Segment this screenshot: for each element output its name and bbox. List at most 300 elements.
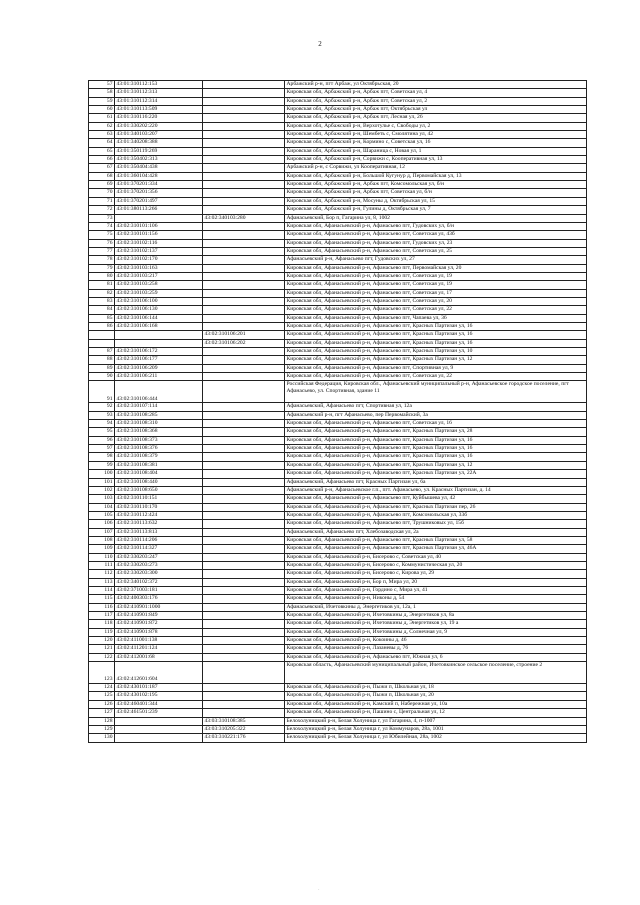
- address-cell: Кировская обл, Афанасьевский р-н, Афанасьево пгт, Трушниковых ул, 15б: [285, 520, 587, 528]
- cadastral-number-cell: 43:02:310108:310: [115, 420, 203, 428]
- table-row: [89, 503, 587, 511]
- row-number-cell: 85: [89, 314, 115, 322]
- cadastral-number-cell: 43:02:310106:177: [115, 356, 203, 364]
- cadastral-number-cell: [115, 331, 203, 339]
- row-number-cell: 57: [89, 81, 115, 89]
- row-number-cell: 74: [89, 222, 115, 230]
- table-row: [89, 709, 587, 717]
- table-row: [89, 264, 587, 272]
- address-cell: Кировская обл, Афанасьевский р-н, Ичетовкины д, Солнечная ул, 9: [285, 628, 587, 636]
- premises-cadastral-number-cell: [203, 356, 285, 364]
- premises-cadastral-number-cell: [203, 281, 285, 289]
- cadastral-number-cell: 43:02:310110:170: [115, 503, 203, 511]
- address-cell: Кировская обл, Арбажский р-н, Верхотулье с, Свободы ул, 2: [285, 122, 587, 130]
- premises-cadastral-number-cell: [203, 306, 285, 314]
- table-row: [89, 603, 587, 611]
- premises-cadastral-number-cell: [203, 612, 285, 620]
- address-cell: Афанасьевский, Афанасьево пгт, Спортивная ул, 12а: [285, 403, 587, 411]
- row-number-cell: 122: [89, 653, 115, 661]
- address-cell: Кировская обл, Афанасьевский р-н, Афанасьево пгт, Советская ул, 19: [285, 272, 587, 280]
- table-row: [89, 520, 587, 528]
- table-row: [89, 586, 587, 594]
- row-number-cell: 69: [89, 181, 115, 189]
- row-number-cell: 68: [89, 172, 115, 180]
- address-cell: Кировская обл, Афанасьевский р-н, Афанасьево пгт, Гудовских ул, 23: [285, 239, 587, 247]
- table-row: [89, 717, 587, 725]
- cadastral-number-cell: 43:01:310112:314: [115, 97, 203, 105]
- address-cell: Афанасьевский, Бор п, Гагарина ул, 8, 1002: [285, 214, 587, 222]
- premises-cadastral-number-cell: [203, 206, 285, 214]
- table-row: [89, 595, 587, 603]
- table-row: [89, 172, 587, 180]
- address-cell: Кировская обл, Афанасьевский р-н, Афанасьево пгт, Красных Партизан ул, 16: [285, 339, 587, 347]
- cadastral-number-cell: 43:01:350404:438: [115, 164, 203, 172]
- table-row: [89, 231, 587, 239]
- cadastral-number-cell: 43:02:411201:124: [115, 645, 203, 653]
- address-cell: Кировская обл, Афанасьевский р-н, Афанасьево пгт, Советская ул, 25: [285, 247, 587, 255]
- cadastral-number-cell: 43:02:430102:195: [115, 692, 203, 700]
- cadastral-number-cell: 43:02:310108:404: [115, 470, 203, 478]
- cadastral-number-cell: 43:01:340103:207: [115, 131, 203, 139]
- table-row: [89, 156, 587, 164]
- table-row: [89, 700, 587, 708]
- table-row: [89, 348, 587, 356]
- cadastral-number-cell: 43:02:310112:424: [115, 511, 203, 519]
- table-row: [89, 545, 587, 553]
- cadastral-number-cell: 43:02:310106:144: [115, 314, 203, 322]
- row-number-cell: 93: [89, 411, 115, 419]
- address-cell: Российская Федерация, Кировская обл., Афанасьевский муниципальный р-н, Афанасьевское городское поселение, пгт Афанасьево, ул. Спортивная, здание 11: [285, 381, 587, 403]
- cadastral-number-cell: 43:02:310108:376: [115, 445, 203, 453]
- cadastral-number-cell: 43:02:310107:114: [115, 403, 203, 411]
- address-cell: Кировская обл, Арбажский р-н, Шембеть с, Смолятина ул, 42: [285, 131, 587, 139]
- premises-cadastral-number-cell: [203, 373, 285, 381]
- premises-cadastral-number-cell: [203, 603, 285, 611]
- address-cell: Кировская обл, Арбажский р-н, Арбаж пгт, Советская ул, б/н: [285, 189, 587, 197]
- row-number-cell: 111: [89, 561, 115, 569]
- cadastral-number-cell: 43:02:310110:151: [115, 495, 203, 503]
- cadastral-number-cell: 43:02:430101:187: [115, 684, 203, 692]
- table-row: [89, 181, 587, 189]
- address-cell: Афанасьевский, Афанасьево пгт, Хлебозаводская ул, 2а: [285, 528, 587, 536]
- row-number-cell: 107: [89, 528, 115, 536]
- cadastral-number-cell: 43:02:371003:181: [115, 586, 203, 594]
- premises-cadastral-number-cell: [203, 645, 285, 653]
- address-cell: Кировская обл, Афанасьевский р-н, Афанасьево пгт, Советская ул, 20: [285, 297, 587, 305]
- address-cell: Афанасьевский, Ичетовкины д, Энергетиков ул, 12а, 1: [285, 603, 587, 611]
- premises-cadastral-number-cell: [203, 420, 285, 428]
- row-number-cell: 97: [89, 445, 115, 453]
- row-number-cell: 60: [89, 106, 115, 114]
- table-row: [89, 578, 587, 586]
- premises-cadastral-number-cell: [203, 264, 285, 272]
- row-number-cell: 114: [89, 586, 115, 594]
- row-number-cell: 106: [89, 520, 115, 528]
- premises-cadastral-number-cell: [203, 239, 285, 247]
- table-row: [89, 486, 587, 494]
- table-row: [89, 692, 587, 700]
- cadastral-number-cell: 43:02:310101:106: [115, 222, 203, 230]
- row-number-cell: 73: [89, 214, 115, 222]
- cadastral-number-cell: 43:02:310106:211: [115, 373, 203, 381]
- premises-cadastral-number-cell: [203, 189, 285, 197]
- table-row: [89, 620, 587, 628]
- premises-cadastral-number-cell: [203, 89, 285, 97]
- cadastral-number-cell: 43:01:310112:153: [115, 81, 203, 89]
- row-number-cell: 125: [89, 692, 115, 700]
- row-number-cell: 105: [89, 511, 115, 519]
- table-row: [89, 331, 587, 339]
- premises-cadastral-number-cell: 43:03:310108:385: [203, 717, 285, 725]
- row-number-cell: [89, 339, 115, 347]
- premises-cadastral-number-cell: [203, 709, 285, 717]
- table-row: [89, 81, 587, 89]
- row-number-cell: 79: [89, 264, 115, 272]
- row-number-cell: 109: [89, 545, 115, 553]
- premises-cadastral-number-cell: [203, 653, 285, 661]
- cadastral-number-cell: 43:02:412001:68: [115, 653, 203, 661]
- premises-cadastral-number-cell: [203, 570, 285, 578]
- address-cell: Белохолуницкий р-н, Белая Холуница г, ул Гагарина, 4, п-1007: [285, 717, 587, 725]
- premises-cadastral-number-cell: [203, 620, 285, 628]
- premises-cadastral-number-cell: [203, 364, 285, 372]
- address-cell: Белохолуницкий р-н, Белая Холуница г, ул Юбилейная, 28а, 1002: [285, 734, 587, 742]
- cadastral-number-cell: 43:01:340208:388: [115, 139, 203, 147]
- cadastral-number-cell: 43:02:330203:300: [115, 570, 203, 578]
- row-number-cell: 70: [89, 189, 115, 197]
- table-row: [89, 381, 587, 403]
- row-number-cell: 113: [89, 578, 115, 586]
- cadastral-number-cell: 43:01:380113:266: [115, 206, 203, 214]
- cadastral-number-cell: 43:02:411001:138: [115, 637, 203, 645]
- premises-cadastral-number-cell: [203, 411, 285, 419]
- cadastral-number-cell: 43:02:310106:444: [115, 381, 203, 403]
- premises-cadastral-number-cell: [203, 528, 285, 536]
- table-row: [89, 272, 587, 280]
- cadastral-number-cell: 43:02:410901:878: [115, 628, 203, 636]
- premises-cadastral-number-cell: [203, 172, 285, 180]
- premises-cadastral-number-cell: [203, 511, 285, 519]
- row-number-cell: 101: [89, 478, 115, 486]
- premises-cadastral-number-cell: 43:02:310106:201: [203, 331, 285, 339]
- footer-mark: ·: [318, 888, 320, 893]
- address-cell: Арбажский р-н, пгт Арбаж, ул Октябрьская, 20: [285, 81, 587, 89]
- cadastral-number-cell: 43:02:330203:247: [115, 553, 203, 561]
- cadastral-number-cell: 43:02:310102:137: [115, 247, 203, 255]
- table-row: [89, 511, 587, 519]
- row-number-cell: 102: [89, 486, 115, 494]
- row-number-cell: 96: [89, 436, 115, 444]
- table-row: [89, 247, 587, 255]
- cadastral-number-cell: [115, 717, 203, 725]
- address-cell: Арбажский р-н, с Сорвижи, ул Кооперативная, 12: [285, 164, 587, 172]
- cadastral-number-cell: 43:01:370201:497: [115, 197, 203, 205]
- row-number-cell: 59: [89, 97, 115, 105]
- table-row: [89, 106, 587, 114]
- row-number-cell: 99: [89, 461, 115, 469]
- table-row: [89, 637, 587, 645]
- premises-cadastral-number-cell: [203, 470, 285, 478]
- row-number-cell: 82: [89, 289, 115, 297]
- table-row: [89, 339, 587, 347]
- row-number-cell: 67: [89, 164, 115, 172]
- cadastral-number-cell: [115, 725, 203, 733]
- address-cell: Кировская обл, Арбажский р-н, Арбаж пгт, Октябрьская ул: [285, 106, 587, 114]
- address-cell: Кировская обл, Афанасьевский р-н, Афанасьево пгт, Красных Партизан ул, 46А: [285, 545, 587, 553]
- cadastral-number-cell: 43:02:461501:239: [115, 709, 203, 717]
- premises-cadastral-number-cell: [203, 503, 285, 511]
- row-number-cell: 88: [89, 356, 115, 364]
- address-cell: Кировская обл, Афанасьевский р-н, Афанасьево пгт, Красных Партизан ул, 16: [285, 322, 587, 330]
- address-cell: Кировская обл, Арбажский р-н, Арбаж пгт, Лесная ул, 26: [285, 114, 587, 122]
- address-cell: Кировская обл, Арбажский р-н, Кормино с, Советская ул, 16: [285, 139, 587, 147]
- row-number-cell: 84: [89, 306, 115, 314]
- table-row: [89, 725, 587, 733]
- address-cell: Кировская обл, Афанасьевский р-н, Гордино с, Мира ул, 41: [285, 586, 587, 594]
- premises-cadastral-number-cell: [203, 106, 285, 114]
- premises-cadastral-number-cell: [203, 381, 285, 403]
- row-number-cell: 126: [89, 700, 115, 708]
- premises-cadastral-number-cell: [203, 256, 285, 264]
- address-cell: Кировская обл, Афанасьевский р-н, Афанасьево пгт, Красных Партизан ул, 12: [285, 356, 587, 364]
- cadastral-number-cell: 43:02:310103:258: [115, 281, 203, 289]
- cadastral-number-cell: 43:01:370201:334: [115, 181, 203, 189]
- table-row: [89, 411, 587, 419]
- premises-cadastral-number-cell: [203, 520, 285, 528]
- premises-cadastral-number-cell: [203, 247, 285, 255]
- row-number-cell: 61: [89, 114, 115, 122]
- premises-cadastral-number-cell: 43:03:310205:322: [203, 725, 285, 733]
- table-row: [89, 612, 587, 620]
- address-cell: Кировская обл, Афанасьевский р-н, Бисерово с, Кирова ул, 29: [285, 570, 587, 578]
- address-cell: Кировская обл, Арбажский р-н, Мосуны д, Октябрьская ул, 15: [285, 197, 587, 205]
- row-number-cell: 120: [89, 637, 115, 645]
- premises-cadastral-number-cell: [203, 197, 285, 205]
- table-row: [89, 553, 587, 561]
- premises-cadastral-number-cell: [203, 453, 285, 461]
- premises-cadastral-number-cell: [203, 131, 285, 139]
- address-cell: Кировская обл, Арбажский р-н, Арбаж пгт, Комсомольская ул, б/н: [285, 181, 587, 189]
- cadastral-number-cell: 43:02:310113:813: [115, 528, 203, 536]
- cadastral-number-cell: 43:02:310114:206: [115, 536, 203, 544]
- table-row: [89, 97, 587, 105]
- address-cell: Кировская обл, Афанасьевский р-н, Никоны д, 54: [285, 595, 587, 603]
- row-number-cell: 128: [89, 717, 115, 725]
- premises-cadastral-number-cell: [203, 692, 285, 700]
- address-cell: Кировская обл, Афанасьевский р-н, Афанасьево пгт, Красных Партизан ул, 12: [285, 461, 587, 469]
- table-row: [89, 536, 587, 544]
- table-row: [89, 139, 587, 147]
- table-row: [89, 214, 587, 222]
- row-number-cell: 108: [89, 536, 115, 544]
- cadastral-number-cell: [115, 214, 203, 222]
- premises-cadastral-number-cell: [203, 181, 285, 189]
- address-cell: Кировская обл, Афанасьевский р-н, Афанасьево пгт, Красных Партизан ул, 16: [285, 445, 587, 453]
- address-cell: Кировская обл, Арбажский р-н, Арбаж пгт, Советская ул, 2: [285, 97, 587, 105]
- premises-cadastral-number-cell: [203, 81, 285, 89]
- address-cell: Кировская обл, Афанасьевский р-н, Бисерово с, Советская ул, 40: [285, 553, 587, 561]
- cadastral-number-cell: 43:01:310112:313: [115, 89, 203, 97]
- premises-cadastral-number-cell: [203, 486, 285, 494]
- row-number-cell: 64: [89, 139, 115, 147]
- address-cell: Афанасьевский р-н, пгт Афанасьево, пер Первомайский, 3а: [285, 411, 587, 419]
- premises-cadastral-number-cell: [203, 684, 285, 692]
- address-cell: Кировская обл, Афанасьевский р-н, Афанасьево пгт, Советская ул, 43б: [285, 231, 587, 239]
- cadastral-number-cell: 43:01:310113:509: [115, 106, 203, 114]
- address-cell: Кировская обл, Афанасьевский р-н, Афанасьево пгт, Советская ул, 22: [285, 306, 587, 314]
- cadastral-number-cell: 43:02:310108:285: [115, 411, 203, 419]
- row-number-cell: 71: [89, 197, 115, 205]
- row-number-cell: 100: [89, 470, 115, 478]
- row-number-cell: 91: [89, 381, 115, 403]
- premises-cadastral-number-cell: [203, 156, 285, 164]
- table-row: [89, 206, 587, 214]
- table-row: [89, 189, 587, 197]
- table-row: [89, 653, 587, 661]
- cadastral-number-cell: 43:01:360104:428: [115, 172, 203, 180]
- premises-cadastral-number-cell: [203, 545, 285, 553]
- cadastral-number-cell: 43:02:310102:170: [115, 256, 203, 264]
- address-cell: Кировская обл, Афанасьевский р-н, Афанасьево пгт, Советская ул, 19: [285, 281, 587, 289]
- cadastral-number-cell: 43:02:410901:849: [115, 612, 203, 620]
- address-cell: Кировская обл, Афанасьевский р-н, Афанасьево пгт, Первомайская ул, 20: [285, 264, 587, 272]
- cadastral-number-cell: 43:02:310103:163: [115, 264, 203, 272]
- cadastral-number-cell: 43:01:330202:220: [115, 122, 203, 130]
- cadastral-number-cell: 43:02:310106:130: [115, 306, 203, 314]
- address-cell: Кировская обл, Афанасьевский р-н, Афанасьево пгт, Красных Партизан ул, 10: [285, 348, 587, 356]
- table-row: [89, 356, 587, 364]
- address-cell: Афанасьевский, Афанасьево пгт, Красных Партизан ул, 6а: [285, 478, 587, 486]
- row-number-cell: 62: [89, 122, 115, 130]
- row-number-cell: 104: [89, 503, 115, 511]
- address-cell: Кировская обл, Афанасьевский р-н, Афанасьево пгт, Гудовских ул, б/н: [285, 222, 587, 230]
- row-number-cell: 116: [89, 603, 115, 611]
- address-cell: Белохолуницкий р-н, Белая Холуница г, ул Коммунаров, 28а, 1001: [285, 725, 587, 733]
- premises-cadastral-number-cell: [203, 147, 285, 155]
- address-cell: Кировская обл, Афанасьевский р-н, Афанасьево пгт, Чапаева ул, 36: [285, 314, 587, 322]
- cadastral-number-cell: 43:02:310106:100: [115, 297, 203, 305]
- table-row: [89, 403, 587, 411]
- row-number-cell: 86: [89, 322, 115, 330]
- row-number-cell: 65: [89, 147, 115, 155]
- address-cell: Кировская обл, Афанасьевский р-н, Бисерово с, Коммунистическая ул, 20: [285, 561, 587, 569]
- address-cell: Кировская обл, Афанасьевский р-н, Афанасьево пгт, Советская ул, 16: [285, 420, 587, 428]
- premises-cadastral-number-cell: [203, 553, 285, 561]
- table-row: [89, 222, 587, 230]
- premises-cadastral-number-cell: [203, 495, 285, 503]
- table-row: [89, 478, 587, 486]
- table-row: [89, 373, 587, 381]
- row-number-cell: 80: [89, 272, 115, 280]
- row-number-cell: 129: [89, 725, 115, 733]
- table-row: [89, 147, 587, 155]
- cadastral-number-cell: 43:02:310108:379: [115, 453, 203, 461]
- cadastral-number-cell: 43:02:310108:373: [115, 436, 203, 444]
- row-number-cell: 98: [89, 453, 115, 461]
- table-row: [89, 684, 587, 692]
- table-row: [89, 164, 587, 172]
- premises-cadastral-number-cell: [203, 231, 285, 239]
- premises-cadastral-number-cell: [203, 222, 285, 230]
- table-row: [89, 495, 587, 503]
- premises-cadastral-number-cell: 43:03:310221:176: [203, 734, 285, 742]
- premises-cadastral-number-cell: [203, 586, 285, 594]
- table-row: [89, 420, 587, 428]
- cadastral-number-cell: 43:02:310106:209: [115, 364, 203, 372]
- address-cell: Кировская обл, Афанасьевский р-н, Афанасьево пгт, Куйбышева ул, 42: [285, 495, 587, 503]
- row-number-cell: 124: [89, 684, 115, 692]
- premises-cadastral-number-cell: [203, 272, 285, 280]
- cadastral-number-cell: 43:02:310102:116: [115, 239, 203, 247]
- row-number-cell: 78: [89, 256, 115, 264]
- premises-cadastral-number-cell: [203, 436, 285, 444]
- cadastral-number-cell: 43:02:330203:273: [115, 561, 203, 569]
- cadastral-number-cell: 43:02:310106:168: [115, 322, 203, 330]
- premises-cadastral-number-cell: [203, 578, 285, 586]
- row-number-cell: 119: [89, 628, 115, 636]
- row-number-cell: 95: [89, 428, 115, 436]
- page-number: 2: [318, 40, 322, 48]
- premises-cadastral-number-cell: [203, 561, 285, 569]
- row-number-cell: 127: [89, 709, 115, 717]
- cadastral-number-cell: 43:02:460401:344: [115, 700, 203, 708]
- row-number-cell: 66: [89, 156, 115, 164]
- premises-cadastral-number-cell: [203, 97, 285, 105]
- address-cell: Кировская обл, Арбажский р-н, Гулины д, Октябрьская ул, 7: [285, 206, 587, 214]
- row-number-cell: 123: [89, 662, 115, 684]
- address-cell: Кировская обл, Афанасьевский р-н, Ичетовкины д, Энергетиков ул, 19 а: [285, 620, 587, 628]
- premises-cadastral-number-cell: [203, 637, 285, 645]
- cadastral-number-cell: 43:02:310113:632: [115, 520, 203, 528]
- row-number-cell: 115: [89, 595, 115, 603]
- premises-cadastral-number-cell: [203, 478, 285, 486]
- premises-cadastral-number-cell: [203, 700, 285, 708]
- address-cell: Кировская обл, Афанасьевский р-н, Афанасьево пгт, Красных Партизан ул, 16: [285, 453, 587, 461]
- premises-cadastral-number-cell: [203, 403, 285, 411]
- premises-cadastral-number-cell: [203, 628, 285, 636]
- table-row: [89, 364, 587, 372]
- cadastral-number-cell: 43:02:340102:372: [115, 578, 203, 586]
- table-row: [89, 628, 587, 636]
- cadastral-number-cell: 43:01:310116:220: [115, 114, 203, 122]
- cadastral-number-cell: 43:02:310106:172: [115, 348, 203, 356]
- cadastral-number-cell: 43:02:310108:381: [115, 461, 203, 469]
- cadastral-number-cell: 43:02:410901:872: [115, 620, 203, 628]
- premises-cadastral-number-cell: [203, 314, 285, 322]
- row-number-cell: 110: [89, 553, 115, 561]
- cadastral-number-cell: 43:02:310101:156: [115, 231, 203, 239]
- address-cell: Кировская обл, Афанасьевский р-н, Афанасьево пгт, Красных Партизан пер, 26: [285, 503, 587, 511]
- table-row: [89, 197, 587, 205]
- premises-cadastral-number-cell: [203, 122, 285, 130]
- premises-cadastral-number-cell: [203, 322, 285, 330]
- cadastral-number-cell: 43:02:310103:259: [115, 289, 203, 297]
- row-number-cell: 58: [89, 89, 115, 97]
- address-cell: Кировская обл, Афанасьевский р-н, Афанасьево пгт, Красных Партизан ул, 16: [285, 436, 587, 444]
- cadastral-number-cell: [115, 339, 203, 347]
- address-cell: Кировская обл, Афанасьевский р-н, Афанасьево пгт, Красных Партизан ул, 58: [285, 536, 587, 544]
- cadastral-number-cell: 43:02:310108:650: [115, 486, 203, 494]
- row-number-cell: 112: [89, 570, 115, 578]
- premises-cadastral-number-cell: [203, 445, 285, 453]
- premises-cadastral-number-cell: [203, 428, 285, 436]
- table-row: [89, 322, 587, 330]
- cadastral-number-cell: 43:02:412601:604: [115, 662, 203, 684]
- address-cell: Кировская обл, Афанасьевский р-н, Афанасьево пгт, Комсомольская ул, 33б: [285, 511, 587, 519]
- cadastral-number-cell: 43:02:410901:1000: [115, 603, 203, 611]
- table-row: [89, 256, 587, 264]
- table-row: [89, 289, 587, 297]
